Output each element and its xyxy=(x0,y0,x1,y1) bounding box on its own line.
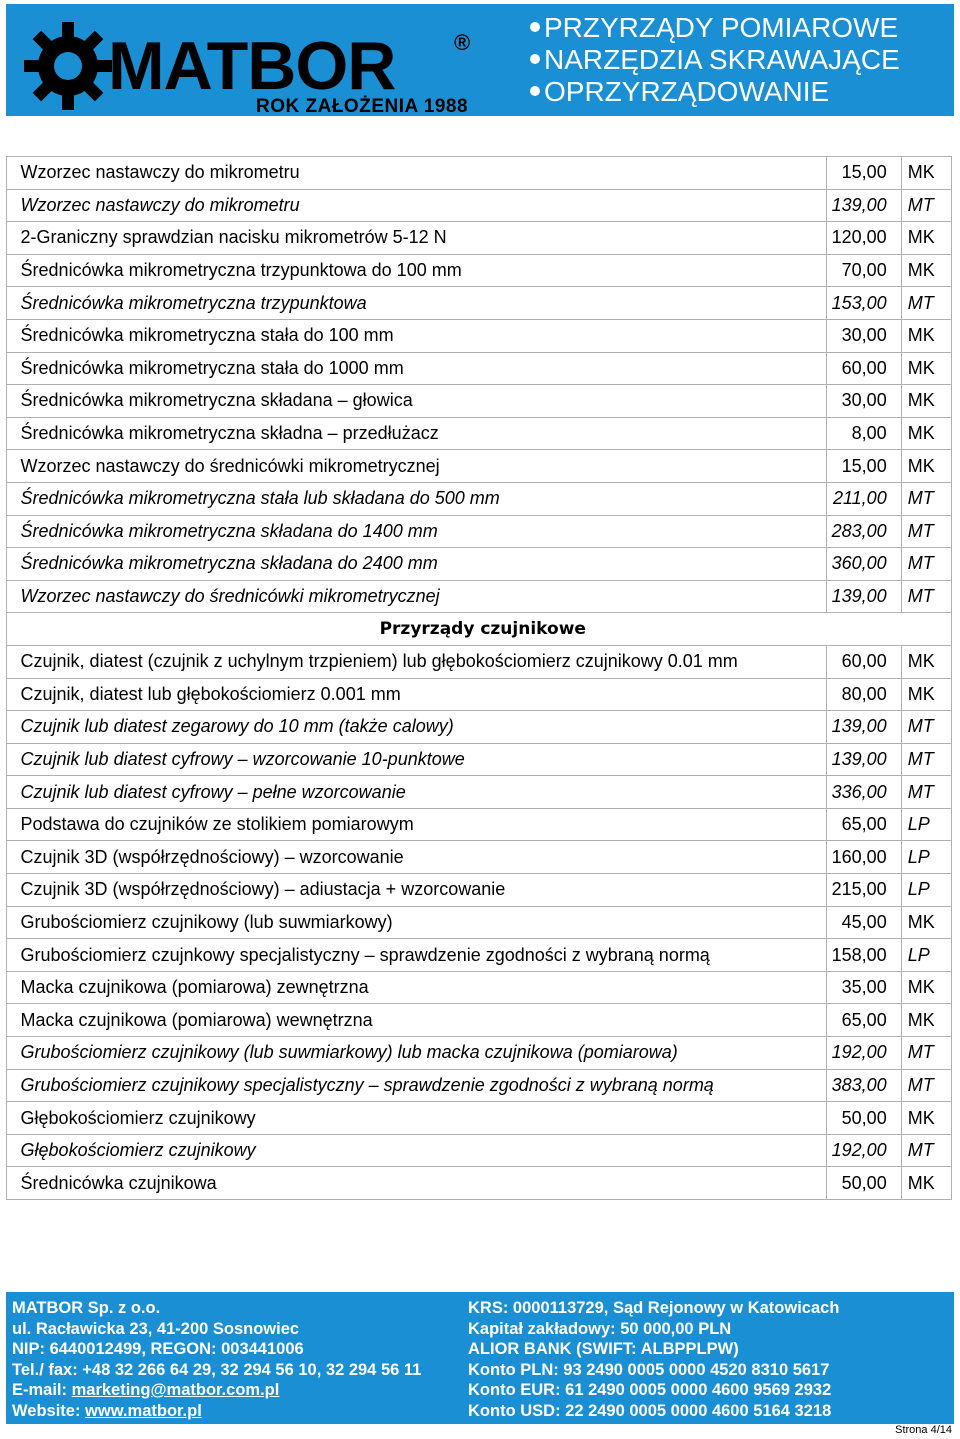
table-row xyxy=(7,711,952,744)
row-spacer xyxy=(7,1102,15,1135)
tagline-item: PRZYRZĄDY POMIAROWE xyxy=(530,12,900,44)
item-name: Grubościomierz czujnikowy (lub suwmiarkowy) lub macka czujnikowa (pomiarowa) xyxy=(15,1037,827,1070)
row-spacer xyxy=(7,841,15,874)
item-name: Wzorzec nastawczy do średnicówki mikrometrycznej xyxy=(15,450,827,483)
table-row xyxy=(7,287,952,320)
item-name: Średnicówka czujnikowa xyxy=(15,1167,827,1200)
table-row xyxy=(7,939,952,972)
item-price: 15,00 xyxy=(827,450,901,483)
item-price: 35,00 xyxy=(827,971,901,1004)
item-code: MK xyxy=(901,352,951,385)
item-code: MK xyxy=(901,1102,951,1135)
section-title: Przyrządy czujnikowe xyxy=(15,613,952,646)
item-code: MK xyxy=(901,222,951,255)
row-spacer xyxy=(7,254,15,287)
item-name: 2-Graniczny sprawdzian nacisku mikrometrów 5-12 N xyxy=(15,222,827,255)
row-spacer xyxy=(7,385,15,418)
item-price: 139,00 xyxy=(827,743,901,776)
footer-bank-info xyxy=(468,1298,839,1421)
item-price: 80,00 xyxy=(827,678,901,711)
item-code: LP xyxy=(901,808,951,841)
company-email-line: E-mail: marketing@matbor.com.pl xyxy=(12,1381,280,1399)
table-row xyxy=(7,1102,952,1135)
item-name: Wzorzec nastawczy do mikrometru xyxy=(15,157,827,190)
item-code: MK xyxy=(901,385,951,418)
price-table xyxy=(6,156,952,1200)
item-code: MT xyxy=(901,515,951,548)
website-link[interactable]: www.matbor.pl xyxy=(85,1401,202,1420)
item-code: LP xyxy=(901,841,951,874)
item-price: 8,00 xyxy=(827,417,901,450)
item-name: Średnicówka mikrometryczna składana – głowica xyxy=(15,385,827,418)
tagline-list xyxy=(530,12,900,108)
item-price: 192,00 xyxy=(827,1037,901,1070)
item-name: Średnicówka mikrometryczna trzypunktowa do 100 mm xyxy=(15,254,827,287)
item-price: 65,00 xyxy=(827,1004,901,1037)
item-name: Czujnik lub diatest cyfrowy – wzorcowanie 10-punktowe xyxy=(15,743,827,776)
row-spacer xyxy=(7,417,15,450)
table-row xyxy=(7,482,952,515)
registered-mark: ® xyxy=(454,30,471,55)
row-spacer xyxy=(7,1004,15,1037)
row-spacer xyxy=(7,711,15,744)
item-price: 139,00 xyxy=(827,711,901,744)
table-row xyxy=(7,906,952,939)
page-number: Strona 4/14 xyxy=(895,1424,952,1436)
item-code: MT xyxy=(901,776,951,809)
item-name: Grubościomierz czujnikowy specjalistyczny – sprawdzenie zgodności z wybraną normą xyxy=(15,1069,827,1102)
item-price: 360,00 xyxy=(827,548,901,581)
table-row xyxy=(7,352,952,385)
item-code: MT xyxy=(901,1069,951,1102)
row-spacer xyxy=(7,678,15,711)
row-spacer xyxy=(7,352,15,385)
item-code: MT xyxy=(901,1037,951,1070)
row-spacer xyxy=(7,287,15,320)
table-row xyxy=(7,157,952,190)
item-name: Czujnik 3D (współrzędnościowy) – adiustacja + wzorcowanie xyxy=(15,874,827,907)
item-code: LP xyxy=(901,874,951,907)
company-phone: Tel./ fax: +48 32 266 64 29, 32 294 56 10, 32 294 56 11 xyxy=(12,1360,422,1379)
item-price: 192,00 xyxy=(827,1134,901,1167)
item-code: LP xyxy=(901,939,951,972)
table-row xyxy=(7,580,952,613)
item-code: MK xyxy=(901,319,951,352)
row-spacer xyxy=(7,222,15,255)
item-price: 50,00 xyxy=(827,1167,901,1200)
table-row xyxy=(7,189,952,222)
footer-banner xyxy=(6,1292,954,1424)
table-row xyxy=(7,515,952,548)
item-name: Średnicówka mikrometryczna stała do 1000 mm xyxy=(15,352,827,385)
header-banner xyxy=(6,4,954,116)
item-code: MK xyxy=(901,417,951,450)
row-spacer xyxy=(7,776,15,809)
footer-company-info xyxy=(12,1298,421,1421)
row-spacer xyxy=(7,548,15,581)
table-row xyxy=(7,1069,952,1102)
item-price: 70,00 xyxy=(827,254,901,287)
item-code: MT xyxy=(901,482,951,515)
item-name: Wzorzec nastawczy do mikrometru xyxy=(15,189,827,222)
table-row xyxy=(7,808,952,841)
item-price: 139,00 xyxy=(827,189,901,222)
company-ids: NIP: 6440012499, REGON: 003441006 xyxy=(12,1340,304,1358)
row-spacer xyxy=(7,157,15,190)
table-row xyxy=(7,971,952,1004)
item-price: 283,00 xyxy=(827,515,901,548)
item-price: 30,00 xyxy=(827,319,901,352)
item-price: 120,00 xyxy=(827,222,901,255)
row-spacer xyxy=(7,939,15,972)
item-name: Grubościomierz czujnkowy specjalistyczny – sprawdzenie zgodności z wybraną normą xyxy=(15,939,827,972)
item-name: Podstawa do czujników ze stolikiem pomiarowym xyxy=(15,808,827,841)
item-name: Macka czujnikowa (pomiarowa) zewnętrzna xyxy=(15,971,827,1004)
capital-info: Kapitał zakładowy: 50 000,00 PLN xyxy=(468,1319,732,1338)
row-spacer xyxy=(7,515,15,548)
row-spacer xyxy=(7,1069,15,1102)
table-row xyxy=(7,1037,952,1070)
item-price: 158,00 xyxy=(827,939,901,972)
table-row xyxy=(7,776,952,809)
item-code: MK xyxy=(901,450,951,483)
row-spacer xyxy=(7,906,15,939)
bullet-icon xyxy=(530,86,540,96)
item-code: MK xyxy=(901,906,951,939)
item-price: 65,00 xyxy=(827,808,901,841)
company-name: MATBOR Sp. z o.o. xyxy=(12,1299,161,1317)
account-pln: Konto PLN: 93 2490 0005 0000 4520 8310 5617 xyxy=(468,1360,830,1379)
table-row xyxy=(7,743,952,776)
item-name: Średnicówka mikrometryczna stała do 100 mm xyxy=(15,319,827,352)
row-spacer xyxy=(7,808,15,841)
row-spacer xyxy=(7,482,15,515)
item-code: MK xyxy=(901,645,951,678)
row-spacer xyxy=(7,743,15,776)
logo-founded-year: ROK ZAŁOŻENIA 1988 xyxy=(256,96,469,117)
item-price: 45,00 xyxy=(827,906,901,939)
item-code: MK xyxy=(901,1004,951,1037)
table-row xyxy=(7,254,952,287)
section-header-row xyxy=(7,613,952,646)
item-code: MK xyxy=(901,254,951,287)
table-row xyxy=(7,1004,952,1037)
item-code: MK xyxy=(901,1167,951,1200)
item-code: MT xyxy=(901,1134,951,1167)
item-code: MK xyxy=(901,678,951,711)
item-code: MT xyxy=(901,287,951,320)
table-row xyxy=(7,385,952,418)
account-usd: Konto USD: 22 2490 0005 0000 4600 5164 3218 xyxy=(468,1401,832,1420)
item-price: 336,00 xyxy=(827,776,901,809)
logo-wordmark: MATBOR xyxy=(108,28,396,104)
table-row xyxy=(7,548,952,581)
table-row xyxy=(7,319,952,352)
item-name: Czujnik, diatest (czujnik z uchylnym trzpieniem) lub głębokościomierz czujnikowy 0.01 mm xyxy=(15,645,827,678)
item-price: 60,00 xyxy=(827,645,901,678)
bullet-icon xyxy=(530,54,540,64)
item-price: 15,00 xyxy=(827,157,901,190)
company-logo xyxy=(20,18,490,117)
item-code: MT xyxy=(901,711,951,744)
item-price: 383,00 xyxy=(827,1069,901,1102)
row-spacer xyxy=(7,645,15,678)
item-name: Średnicówka mikrometryczna składana do 1400 mm xyxy=(15,515,827,548)
item-name: Średnicówka mikrometryczna składna – przedłużacz xyxy=(15,417,827,450)
email-link[interactable]: marketing@matbor.com.pl xyxy=(71,1381,280,1399)
row-spacer xyxy=(7,319,15,352)
item-price: 60,00 xyxy=(827,352,901,385)
row-spacer xyxy=(7,1134,15,1167)
company-address: ul. Racławicka 23, 41-200 Sosnowiec xyxy=(12,1319,300,1338)
account-eur: Konto EUR: 61 2490 0005 0000 4600 9569 2932 xyxy=(468,1381,832,1399)
item-code: MT xyxy=(901,580,951,613)
tagline-item: NARZĘDZIA SKRAWAJĄCE xyxy=(530,44,900,76)
row-spacer xyxy=(7,874,15,907)
item-name: Macka czujnikowa (pomiarowa) wewnętrzna xyxy=(15,1004,827,1037)
item-price: 153,00 xyxy=(827,287,901,320)
item-code: MK xyxy=(901,157,951,190)
row-spacer xyxy=(7,1037,15,1070)
item-name: Średnicówka mikrometryczna trzypunktowa xyxy=(15,287,827,320)
item-price: 30,00 xyxy=(827,385,901,418)
row-spacer xyxy=(7,1167,15,1200)
table-row xyxy=(7,1134,952,1167)
item-name: Średnicówka mikrometryczna stała lub składana do 500 mm xyxy=(15,482,827,515)
row-spacer xyxy=(7,580,15,613)
table-row xyxy=(7,874,952,907)
row-spacer xyxy=(7,613,15,646)
row-spacer xyxy=(7,971,15,1004)
table-row xyxy=(7,841,952,874)
item-name: Głębokościomierz czujnikowy xyxy=(15,1102,827,1135)
krs-info: KRS: 0000113729, Sąd Rejonowy w Katowicach xyxy=(468,1299,840,1317)
item-name: Czujnik lub diatest zegarowy do 10 mm (także calowy) xyxy=(15,711,827,744)
item-price: 211,00 xyxy=(827,482,901,515)
bullet-icon xyxy=(530,22,540,32)
table-row xyxy=(7,1167,952,1200)
item-price: 50,00 xyxy=(827,1102,901,1135)
item-name: Głębokościomierz czujnikowy xyxy=(15,1134,827,1167)
table-row xyxy=(7,645,952,678)
company-website-line: Website: www.matbor.pl xyxy=(12,1401,202,1420)
item-code: MT xyxy=(901,189,951,222)
row-spacer xyxy=(7,450,15,483)
item-code: MK xyxy=(901,971,951,1004)
item-price: 215,00 xyxy=(827,874,901,907)
table-row xyxy=(7,678,952,711)
bank-name: ALIOR BANK (SWIFT: ALBPPLPW) xyxy=(468,1340,739,1358)
item-name: Średnicówka mikrometryczna składana do 2400 mm xyxy=(15,548,827,581)
table-row xyxy=(7,222,952,255)
item-price: 139,00 xyxy=(827,580,901,613)
item-name: Grubościomierz czujnikowy (lub suwmiarkowy) xyxy=(15,906,827,939)
item-name: Czujnik 3D (współrzędnościowy) – wzorcowanie xyxy=(15,841,827,874)
gear-logo-icon xyxy=(20,18,116,114)
item-code: MT xyxy=(901,548,951,581)
row-spacer xyxy=(7,189,15,222)
item-name: Czujnik lub diatest cyfrowy – pełne wzorcowanie xyxy=(15,776,827,809)
table-row xyxy=(7,450,952,483)
table-row xyxy=(7,417,952,450)
item-price: 160,00 xyxy=(827,841,901,874)
tagline-item: OPRZYRZĄDOWANIE xyxy=(530,76,900,108)
item-name: Czujnik, diatest lub głębokościomierz 0.001 mm xyxy=(15,678,827,711)
item-name: Wzorzec nastawczy do średnicówki mikrometrycznej xyxy=(15,580,827,613)
item-code: MT xyxy=(901,743,951,776)
